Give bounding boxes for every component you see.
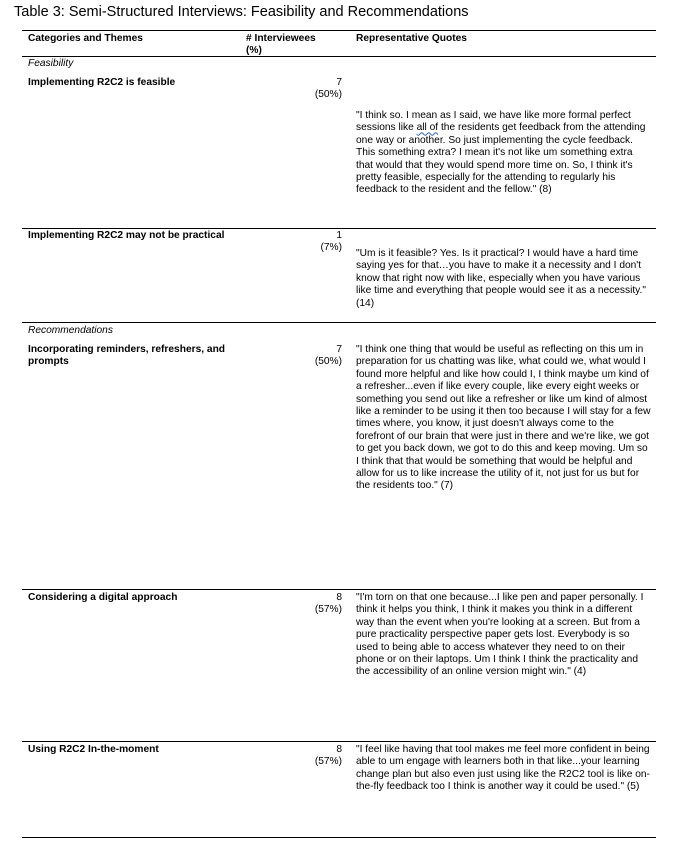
header-rule: [22, 56, 656, 57]
theme-label: Implementing R2C2 is feasible: [28, 77, 176, 88]
representative-quote: "I think one thing that would be useful as reflecting on this um in preparation for us chatting was like, what could we, what would I found more helpful and like how could I, I think maybe um kind of a refresher...even if like every couple, like every eight weeks or something you send out like a refresher or like um kind of almost like a reminder to be using it then too because I will stay for a few times where, you know, it just doesn't always come to the forefront of our brain that were just in there and we're like, we got to get you back down, we got to do this and keep moving. Um so I think that that would be something that would be helpful and allow for us to like increase the utility of it, not just for us but for the residents too." (7): [356, 344, 651, 492]
representative-quote: "I feel like having that tool makes me feel more confident in being able to um engage with learners both in that like...your learning change plan but also even just using like the R2C2 tool is like on-the-fly feedback too I think is another way it could be used." (5): [356, 744, 650, 793]
interviewee-count: 8: [336, 592, 342, 603]
theme-label: Implementing R2C2 may not be practical: [28, 230, 225, 241]
column-header-categories: Categories and Themes: [28, 33, 143, 44]
interviewee-percent: (57%): [314, 756, 342, 767]
interviewee-percent: (50%): [314, 89, 342, 100]
theme-label: Considering a digital approach: [28, 592, 178, 603]
section-label-feasibility: Feasibility: [28, 58, 74, 69]
interviewee-percent: (50%): [314, 356, 342, 367]
theme-label: Using R2C2 In-the-moment: [28, 744, 159, 755]
table-top-rule: [22, 30, 656, 31]
quote-spellcheck-mark: all of: [416, 122, 439, 134]
row-divider: [22, 589, 656, 590]
representative-quote: "I'm torn on that one because...I like pen and paper personally. I think it helps you think, I think it makes you think in a different way than the event when you're looking at a screen. But from a pure practicality perspective paper gets lost. Everybody is so used to being able to access whatever they need to on their phone or on their laptops. Um I think I think the practicality and the accessibility of an online version might win." (4): [356, 592, 644, 678]
row-divider: [22, 228, 656, 229]
table-caption: Table 3: Semi-Structured Interviews: Feasibility and Recommendations: [14, 4, 469, 20]
table-bottom-rule: [22, 837, 656, 838]
interviewee-percent: (57%): [314, 604, 342, 615]
representative-quote: [356, 110, 652, 197]
interviewee-count: 8: [336, 744, 342, 755]
representative-quote: "Um is it feasible? Yes. Is it practical? I would have a hard time saying yes for that…you have to make it a necessity and I don't know that right now with like, especially when you have various like time and everything that people would see it as a necessity." (14): [356, 248, 646, 309]
column-header-interviewees: # Interviewees (%): [246, 33, 316, 57]
interviewee-count: 7: [336, 344, 342, 355]
column-header-quotes: Representative Quotes: [356, 33, 467, 44]
quote-text: "I think so. I mean as I said, we have like more formal perfect sessions like: [356, 110, 631, 134]
row-divider: [22, 741, 656, 742]
quote-text: the residents get feedback from the attending one way or another. So just implementing the cycle feedback. This something extra? I mean it's not like um something extra that would that they would spend more time on. So, I think it's pretty feasible, especially for the attending to regularly his feedback to the resident and the fellow." (8): [356, 122, 646, 196]
section-label-recommendations: Recommendations: [28, 325, 113, 336]
interviewee-percent: (7%): [320, 242, 342, 253]
interviewee-count: 1: [336, 230, 342, 241]
section-divider: [22, 322, 656, 323]
theme-label: Incorporating reminders, refreshers, and prompts: [28, 344, 226, 368]
interviewee-count: 7: [336, 77, 342, 88]
